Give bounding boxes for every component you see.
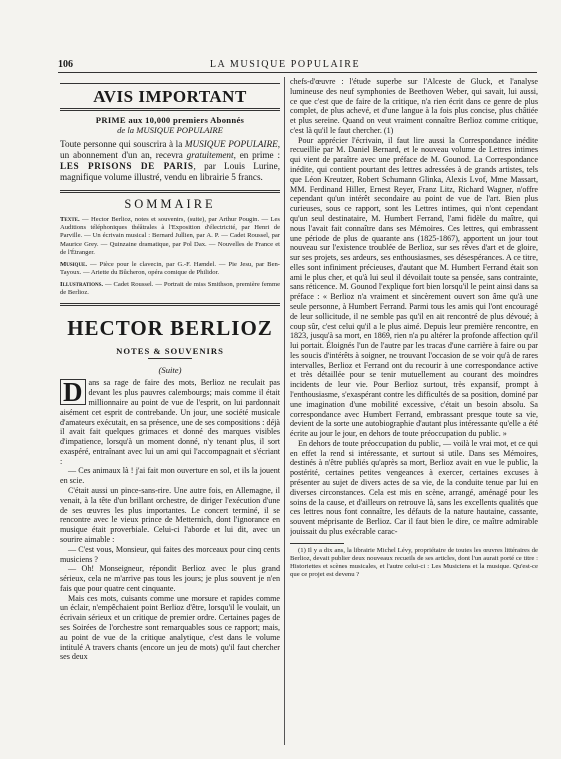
paragraph-text: ans sa rage de faire des mots, Berlioz ne reculait pas devant les plus pauvres calembourgs; mais comme il était millionnaire au point de vue de l'esprit, on lui pardonnait aisément cet esprit de contrebande. Un jour, une société musicale d'amateurs exécutait, en sa présence, une de ses compositions : déjà il avait fait quelques grimaces et donné des marques visibles d'impatience, lorsqu'à un moment donné, n'y tenant plus, il sort exaspéré, entraînant avec lui un ami qui l'accompagnait et s'écriant : (60, 378, 280, 466)
footnote-rule (290, 543, 344, 544)
sommaire-label: Illustrations. (60, 280, 104, 288)
offer-seg: Toute personne qui souscrira à la (60, 138, 185, 149)
article-paragraph: C'était aussi un pince-sans-rire. Une autre fois, en Allemagne, il venait, à la tête d'un brillant orchestre, de diriger l'exécution d'une de ses œuvres les plus importantes. Le concert terminé, il se rencontre avec le vieux prince de Metternich, dont l'ignorance en musique était proverbiale. Celui-ci l'aborde et lui dit, avec un sourire aimable : (60, 486, 280, 544)
sommaire-entry (60, 216, 280, 258)
sommaire-text: — Hector Berlioz, notes et souvenirs, (suite), par Arthur Pougin. — Les Auditions téléphoniques théâtrales à l'Exposition d'électricité, par Henri de Parville. — Un écrivain musical : Bernard Jullien, par A. P. — Cadet Roussel, par Maurice Grey. — Quinzaine dramatique, par Pol Dax. — Nouvelles de France et de l'Étranger. (60, 215, 280, 257)
sommaire-text: — Pièce pour le clavecin, par G.-F. Hændel. — Pie Jesu, par Ben-Tayoux. — Ariette du Bûcheron, opéra comique de Philidor. (60, 260, 280, 277)
offer-seg: MUSIQUE POPULAIRE (184, 138, 278, 149)
sommaire-label: Musique. (60, 260, 88, 268)
avis-title: AVIS IMPORTANT (60, 83, 280, 111)
sommaire-entry (60, 261, 280, 278)
prime-notice (60, 115, 280, 136)
offer-seg: LES PRISONS DE PARIS (60, 161, 194, 172)
sommaire-label: Texte. (60, 215, 80, 223)
article-paragraph: Pour apprécier l'écrivain, il faut lire aussi la Correspondance inédite recueillie par M. Daniel Bernard, et le nouveau volume de Lettres intimes qui vient de paraître avec une préface de M. Gounod. La Correspondance inédite, qui contient pourtant des lettres adressées à de grands artistes, tels que Léon Kreutzer, Robert Schumann Glinka, Alexis Lvof, Mme Massart, MM. Ferdinand Hiller, Ernest Reyer, Franz Litz, Richard Wagner, n'offre cependant qu'un intérêt secondaire au point de vue de l'art. Bien plus curieuses, sous ce rapport, sont les Lettres intimes, qui n'ont cependant qu'un seul destinataire, M. Humbert Ferrand, l'ami fidèle du maître, qui nous l'avait fait connaître dans ses Mémoires. Ces lettres, qui embrassent une période de plus de quarante ans (1825-1867), apportent un jour tout nouveau sur l'existence troublée de Berlioz, sur ses rêves d'art et de gloire, sur ses projets, ses ardeurs, ses enthousiasmes, ses désespérances. A ce titre, elles sont infiniment précieuses, d'autant que M. Humbert Ferrand était son ami le plus cher, et qu'à lui seul il dévoilait toute sa pensée, sans contrainte, sans réticence. M. Gounod l'explique fort bien lorsqu'il le peint ainsi dans sa préface : « Berlioz n'a vraiment et sincèrement ouvert son âme qu'à une seule personne, à Humbert Ferrand. Parmi tous les amis qui l'ont encouragé de leur sollicitude, il ne semble pas qu'il en ait rencontré de plus dévoué; à coup sûr, c'est celui qu'il a le plus aimé. Depuis leur première rencontre, en 1823, jusqu'à sa mort, en 1869, rien n'a pu altérer la profonde affection qu'il lui portait. Éloignés l'un de l'autre par les tracas d'une carrière à faire ou par les soucis d'intérêts à soigner, ne trouvant l'occasion de se voir qu'à de rares intervalles, Berlioz et Ferrand ont du recourir à une correspondance active et très détaillée pour se tenir mutuellement au courant des moindres incidents de leur vie. Pour Berlioz surtout, très expansif, prompt à l'enthousiasme, s'exaspérant contre les difficultés de sa position, dominé par une imagination d'une mobilité excessive, c'était un besoin absolu. Sa correspondance avec Humbert Ferrand, embrassant presque toute sa vie, devient de la sorte une autobiographie d'autant plus intéressante qu'elle a été écrite au jour le jour, en dehors de toute préoccupation du public. » (290, 135, 538, 439)
article-paragraph: — Oh! Monseigneur, répondit Berlioz avec le plus grand sérieux, cela ne m'arrive pas tous les jours; je plus souvent je n'en fais que pour quatre cent cinquante. (60, 564, 280, 593)
page-number: 106 (58, 59, 73, 70)
offer-seg: , par Louis Lurine, magnifique volume illustré, vendu en librairie 5 francs. (60, 161, 280, 183)
article-paragraph: chefs-d'œuvre : l'étude superbe sur l'Alceste de Gluck, et l'analyse lumineuse des neuf symphonies de Beethoven Weber, qui savait, lui aussi, ce que c'est que de faire de la critique, n'a rien écrit dans ce genre de plus complet, de plus achevé, et d'une langue à la fois plus concise, plus châtiée et plus sereine. Quand on veut vraiment connaître Berlioz comme critique, c'est là qu'il le faut chercher. (1) (290, 77, 538, 135)
article-paragraph: — C'est vous, Monsieur, qui faites des morceaux pour cinq cents musiciens ? (60, 544, 280, 564)
offer-seg: gratuitement (186, 149, 234, 160)
article-subtitle: NOTES & SOUVENIRS (116, 346, 224, 357)
short-rule (148, 358, 192, 359)
divider (60, 190, 280, 193)
page-header (58, 54, 537, 73)
sommaire-title: SOMMAIRE (124, 196, 216, 211)
prime-line-1: PRIME aux 10,000 premiers Abonnés (95, 115, 245, 125)
footnote: (1) Il y a dix ans, la librairie Michel Lévy, propriétaire de toutes les œuvres littéraires de Berlioz, devait publier deux nouveaux recueils de ses articles, dont l'un aurait porté ce titre : Historiettes et scènes musicales, et l'autre celui-ci : Les Musiciens et la musique. Qu'est-ce que ce projet est devenu ? (290, 546, 538, 579)
prime-line-2: de la MUSIQUE POPULAIRE (117, 125, 223, 136)
sommaire-text: — Cadet Roussel. — Portrait de miss Smithson, première femme de Berlioz. (60, 280, 280, 296)
article-paragraph: En dehors de toute préoccupation du public, — voilà le vrai mot, et ce qui en effet la rend si intéressante, et surtout si utile. Dans ses Mémoires, destinés à n'être publiés qu'après sa mort, Berlioz avait en vue le public, la postérité, certaines petites vengeances à exercer, certaines excuses à présenter au sujet de divers actes de sa vie, de la conduite tenue par lui en diverses circonstances. Cela est mis en scène, arrangé, aménagé pour les soins de la cause, et d'ailleurs on retrouve là, sans les excellents qualités que ces lettres nous font connaître, les défauts de la nature hautaine, cassante, souvent méprisante de Berlioz. Car il faut bien le dire, ce maître admirable jouissait du plus exécrable carac- (290, 438, 538, 536)
sommaire-entry (60, 281, 280, 298)
offer-text (60, 139, 280, 184)
running-title: LA MUSIQUE POPULAIRE (209, 59, 361, 70)
article-paragraph: Mais ces mots, cuisants comme une morsure et rapides comme un éclair, n'empêchaient point Berlioz d'être, lorsqu'il le voulait, un écrivain sérieux et un critique de premier ordre. Certaines pages de ses Soirées de l'orchestre sont remarquables sous ce rapport; mais, au point de vue de la critique analytique, c'est dans le volume intitulé A travers chants (encore un jeu de mots) qu'il faut chercher ses deux (60, 593, 280, 662)
column-rule (284, 77, 285, 745)
suite-label: (Suite) (158, 365, 182, 376)
article-title: HECTOR BERLIOZ (67, 316, 273, 341)
left-column (60, 77, 280, 751)
offer-seg: , en prime : (233, 149, 280, 160)
offer-seg: , un abonnement d'un an, recevra (60, 138, 280, 160)
article-paragraph (60, 378, 280, 466)
article-paragraph: — Ces animaux là ! j'ai fait mon ouverture en sol, et ils la jouent en scie. (60, 466, 280, 486)
drop-cap: D (60, 379, 86, 405)
right-column (290, 77, 538, 751)
divider (60, 303, 280, 306)
